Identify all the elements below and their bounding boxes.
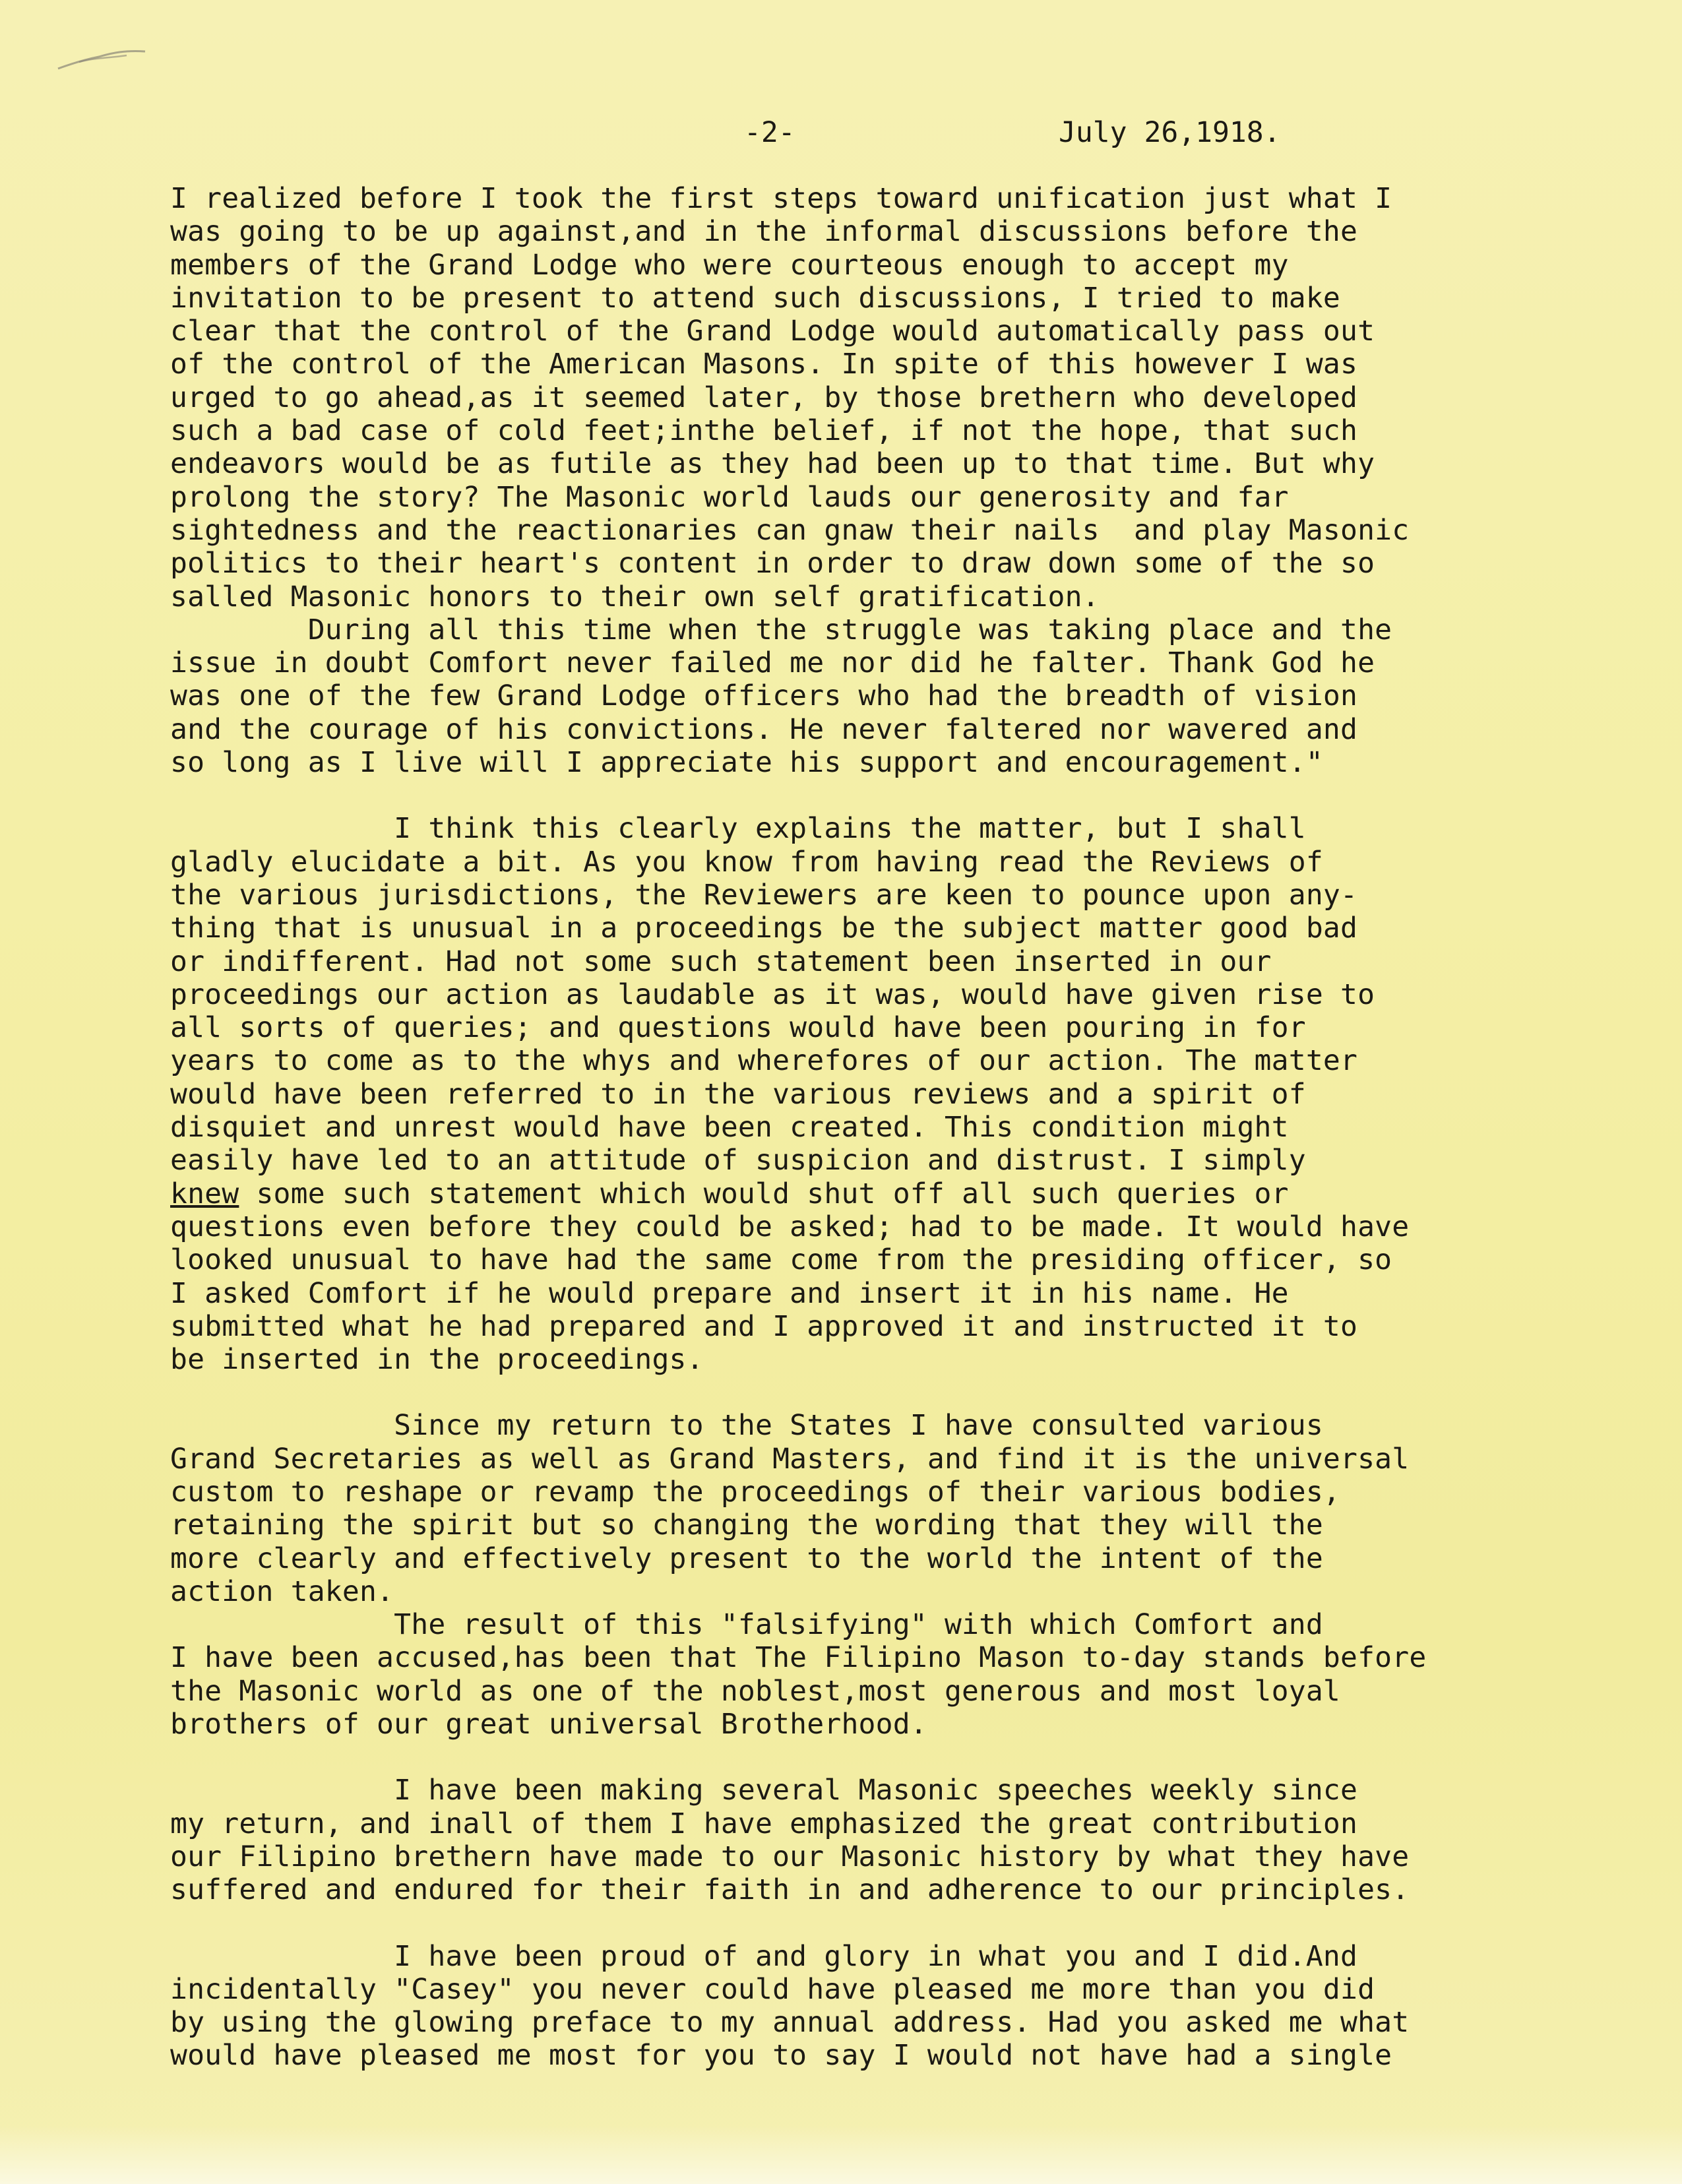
paragraph-4 — [170, 1409, 1608, 1608]
text-line: endeavors would be as futile as they had been up to that time. But why — [170, 447, 1375, 481]
text-fragment: some such statement which would shut off all such queries or — [239, 1177, 1289, 1210]
text-line: proceedings our action as laudable as it was, would have given rise to — [170, 978, 1375, 1011]
text-line: was going to be up against,and in the informal discussions before the — [170, 215, 1358, 249]
text-line: I have been making several Masonic speeches weekly since — [170, 1774, 1358, 1807]
text-line: by using the glowing preface to my annual address. Had you asked me what — [170, 2006, 1410, 2040]
text-line: I have been proud of and glory in what you and I did.And — [170, 1939, 1358, 1973]
text-line: questions even before they could be asked; had to be made. It would have — [170, 1210, 1410, 1243]
text-line: incidentally "Casey" you never could have pleased me more than you did — [170, 1972, 1375, 2006]
text-line: of the control of the American Masons. In spite of this however I was — [170, 348, 1358, 381]
text-line: politics to their heart's content in order to draw down some of the so — [170, 547, 1375, 580]
text-line: gladly elucidate a bit. As you know from having read the Reviews of — [170, 845, 1323, 879]
text-line: be inserted in the proceedings. — [170, 1343, 704, 1377]
text-line: members of the Grand Lodge who were courteous enough to accept my — [170, 248, 1289, 282]
text-line: would have pleased me most for you to say I would not have had a single — [170, 2039, 1392, 2073]
text-line: issue in doubt Comfort never failed me nor did he falter. Thank God he — [170, 646, 1375, 680]
text-line: was one of the few Grand Lodge officers who had the breadth of vision — [170, 679, 1358, 713]
text-line: custom to reshape or revamp the proceedings of their various bodies, — [170, 1475, 1340, 1509]
text-line: clear that the control of the Grand Lodge would automatically pass out — [170, 315, 1375, 348]
text-line: The result of this "falsifying" with which Comfort and — [170, 1608, 1323, 1642]
text-line: brothers of our great universal Brotherhood. — [170, 1708, 927, 1741]
text-line: years to come as to the whys and wherefores of our action. The matter — [170, 1044, 1358, 1078]
text-line: so long as I live will I appreciate his support and encouragement." — [170, 746, 1323, 780]
pencil-scribble-mark — [53, 44, 152, 77]
page-header — [0, 116, 1682, 156]
text-line: invitation to be present to attend such discussions, I tried to make — [170, 281, 1340, 315]
text-line: would have been referred to in the various reviews and a spirit of — [170, 1077, 1306, 1111]
text-line: prolong the story? The Masonic world lauds our generosity and far — [170, 480, 1289, 514]
paragraph-5 — [170, 1608, 1608, 1741]
text-line: the Masonic world as one of the noblest,most generous and most loyal — [170, 1674, 1340, 1708]
text-line: easily have led to an attitude of suspicion and distrust. I simply — [170, 1144, 1306, 1177]
letter-date: July 26,1918. — [1059, 116, 1281, 149]
letter-body — [170, 182, 1608, 2073]
text-line: and the courage of his convictions. He never faltered nor wavered and — [170, 712, 1358, 746]
text-line: our Filipino brethern have made to our Masonic history by what they have — [170, 1840, 1410, 1873]
text-line: salled Masonic honors to their own self gratification. — [170, 580, 1100, 613]
text-line: my return, and inall of them I have emphasized the great contribution — [170, 1807, 1358, 1840]
text-line: I asked Comfort if he would prepare and insert it in his name. He — [170, 1276, 1289, 1310]
text-line: the various jurisdictions, the Reviewers are keen to pounce upon any- — [170, 878, 1358, 912]
text-line: sightedness and the reactionaries can gnaw their nails and play Masonic — [170, 513, 1410, 547]
paragraph-3 — [170, 812, 1608, 1376]
page-number: -2- — [744, 116, 795, 149]
text-line: Since my return to the States I have consulted various — [170, 1409, 1323, 1443]
text-line: I have been accused,has been that The Filipino Mason to-day stands before — [170, 1641, 1427, 1675]
text-line: such a bad case of cold feet;inthe belief, if not the hope, that such — [170, 414, 1358, 448]
text-line: action taken. — [170, 1575, 394, 1608]
text-line: During all this time when the struggle was taking place and the — [170, 613, 1392, 646]
paragraph-1 — [170, 182, 1608, 613]
text-line: urged to go ahead,as it seemed later, by those brethern who developed — [170, 381, 1358, 414]
text-line: thing that is unusual in a proceedings be the subject matter good bad — [170, 912, 1358, 945]
text-line: or indifferent. Had not some such statement been inserted in our — [170, 945, 1272, 978]
text-line: more clearly and effectively present to the world the intent of the — [170, 1542, 1323, 1575]
text-line: Grand Secretaries as well as Grand Masters, and find it is the universal — [170, 1442, 1410, 1476]
underlined-word: knew — [170, 1177, 239, 1210]
text-line: retaining the spirit but so changing the wording that they will the — [170, 1509, 1323, 1542]
text-line: looked unusual to have had the same come from the presiding officer, so — [170, 1243, 1392, 1277]
paragraph-7 — [170, 1940, 1608, 2073]
text-line: suffered and endured for their faith in and adherence to our principles. — [170, 1873, 1410, 1907]
paragraph-2 — [170, 613, 1608, 779]
text-line: I realized before I took the first steps toward unification just what I — [170, 182, 1392, 215]
text-line: submitted what he had prepared and I approved it and instructed it to — [170, 1309, 1358, 1343]
paragraph-6 — [170, 1774, 1608, 1906]
text-line: all sorts of queries; and questions would have been pouring in for — [170, 1011, 1306, 1045]
text-line: I think this clearly explains the matter, but I shall — [170, 812, 1306, 846]
paper-bottom-edge — [0, 2125, 1682, 2184]
text-line — [170, 1177, 1608, 1210]
text-line: disquiet and unrest would have been created. This condition might — [170, 1111, 1289, 1144]
